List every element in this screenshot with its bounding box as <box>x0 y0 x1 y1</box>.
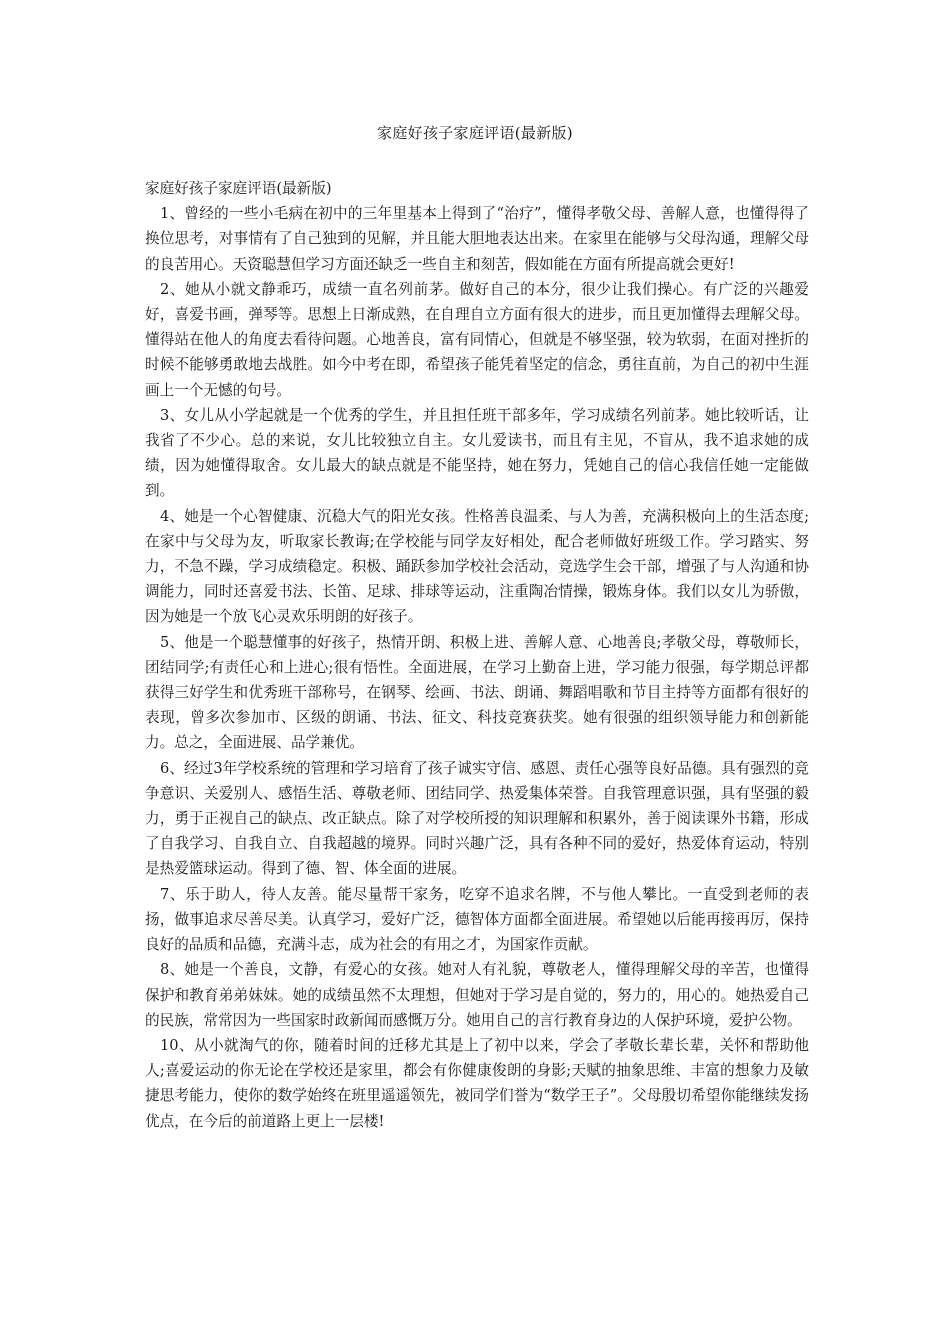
paragraph-2: 2、她从小就文静乖巧，成绩一直名列前茅。做好自己的本分，很少让我们操心。有广泛的兴趣爱好，喜爱书画，弹琴等。思想上日渐成熟，在自理自立方面有很大的进步，而且更加懂得去理解父母。懂得站在他人的角度去看待问题。心地善良，富有同情心，但就是不够坚强，较为软弱，在面对挫折的时候不能够勇敢地去战胜。如今中考在即，希望孩子能凭着坚定的信念，勇往直前，为自己的初中生涯画上一个无憾的句号。 <box>145 280 809 399</box>
paragraph-1: 1、曾经的一些小毛病在初中的三年里基本上得到了“治疗”，懂得孝敬父母、善解人意，也懂得得了换位思考，对事情有了自己独到的见解，并且能大胆地表达出来。在家里在能够与父母沟通，理解父母的良苦用心。天资聪慧但学习方面还缺乏一些自主和刻苦，假如能在方面有所提高就会更好! <box>145 205 809 273</box>
paragraph-5: 5、他是一个聪慧懂事的好孩子，热情开朗、积极上进、善解人意、心地善良;孝敬父母，尊敬师长，团结同学;有责任心和上进心;很有悟性。全面进展，在学习上勤奋上进，学习能力很强，每学期总评都获得三好学生和优秀班干部称号，在钢琴、绘画、书法、朗诵、舞蹈唱歌和节目主持等方面都有很好的表现，曾多次参加市、区级的朗诵、书法、征文、科技竞赛获奖。她有很强的组织领导能力和创新能力。总之，全面进展、品学兼优。 <box>145 633 809 752</box>
paragraph-3: 3、女儿从小学起就是一个优秀的学生，并且担任班干部多年，学习成绩名列前茅。她比较听话，让我省了不少心。总的来说，女儿比较独立自主。女儿爱读书，而且有主见，不盲从，我不追求她的成绩，因为她懂得取舍。女儿最大的缺点就是不能坚持，她在努力，凭她自己的信心我信任她一定能做到。 <box>145 406 809 500</box>
document-title: 家庭好孩子家庭评语(最新版) <box>377 124 573 142</box>
document-body <box>145 176 809 1134</box>
paragraph-7: 7、乐于助人，待人友善。能尽量帮干家务，吃穿不追求名牌，不与他人攀比。一直受到老师的表扬，做事追求尽善尽美。认真学习，爱好广泛，德智体方面都全面进展。希望她以后能再接再厉，保持良好的品质和品德，充满斗志，成为社会的有用之才，为国家作贡献。 <box>145 885 809 954</box>
paragraph-4: 4、她是一个心智健康、沉稳大气的阳光女孩。性格善良温柔、与人为善，充满积极向上的生活态度;在家中与父母为友，听取家长教诲;在学校能与同学友好相处，配合老师做好班级工作。学习踏实、努力，不急不躁，学习成绩稳定。积极、踊跃参加学校社会活动，竞选学生会干部，增强了与人沟通和协调能力，同时还喜爱书法、长笛、足球、排球等运动，注重陶冶情操，锻炼身体。我们以女儿为骄傲，因为她是一个放飞心灵欢乐明朗的好孩子。 <box>145 507 809 626</box>
paragraph-8: 8、她是一个善良，文静，有爱心的女孩。她对人有礼貌，尊敬老人，懂得理解父母的辛苦，也懂得保护和教育弟弟妹妹。她的成绩虽然不太理想，但她对于学习是自觉的，努力的，用心的。她热爱自己的民族，常常因为一些国家时政新闻而感慨万分。她用自己的言行教育身边的人保护环境，爱护公物。 <box>145 961 809 1029</box>
paragraph-10: 10、从小就淘气的你，随着时间的迁移尤其是上了初中以来，学会了孝敬长辈长辈，关怀和帮助他人;喜爱运动的你无论在学校还是家里，都会有你健康俊朗的身影;天赋的抽象思维、丰富的想象力及敏捷思考能力，使你的数学始终在班里遥遥领先，被同学们誉为“数学王子”。父母殷切希望你能继续发扬优点，在今后的前道路上更上一层楼! <box>145 1036 809 1130</box>
document-subtitle: 家庭好孩子家庭评语(最新版) <box>145 180 332 197</box>
paragraph-6: 6、经过3年学校系统的管理和学习培育了孩子诚实守信、感恩、责任心强等良好品德。具有强烈的竞争意识、关爱别人、感悟生活、尊敬老师、团结同学、热爱集体荣誉。自我管理意识强，具有坚强的毅力，勇于正视自己的缺点、改正缺点。除了对学校所授的知识理解和积累外，善于阅读课外书籍，形成了自我学习、自我自立、自我超越的境界。同时兴趣广泛，具有各种不同的爱好，热爱体育运动，特别是热爱篮球运动。得到了德、智、体全面的进展。 <box>145 759 809 878</box>
